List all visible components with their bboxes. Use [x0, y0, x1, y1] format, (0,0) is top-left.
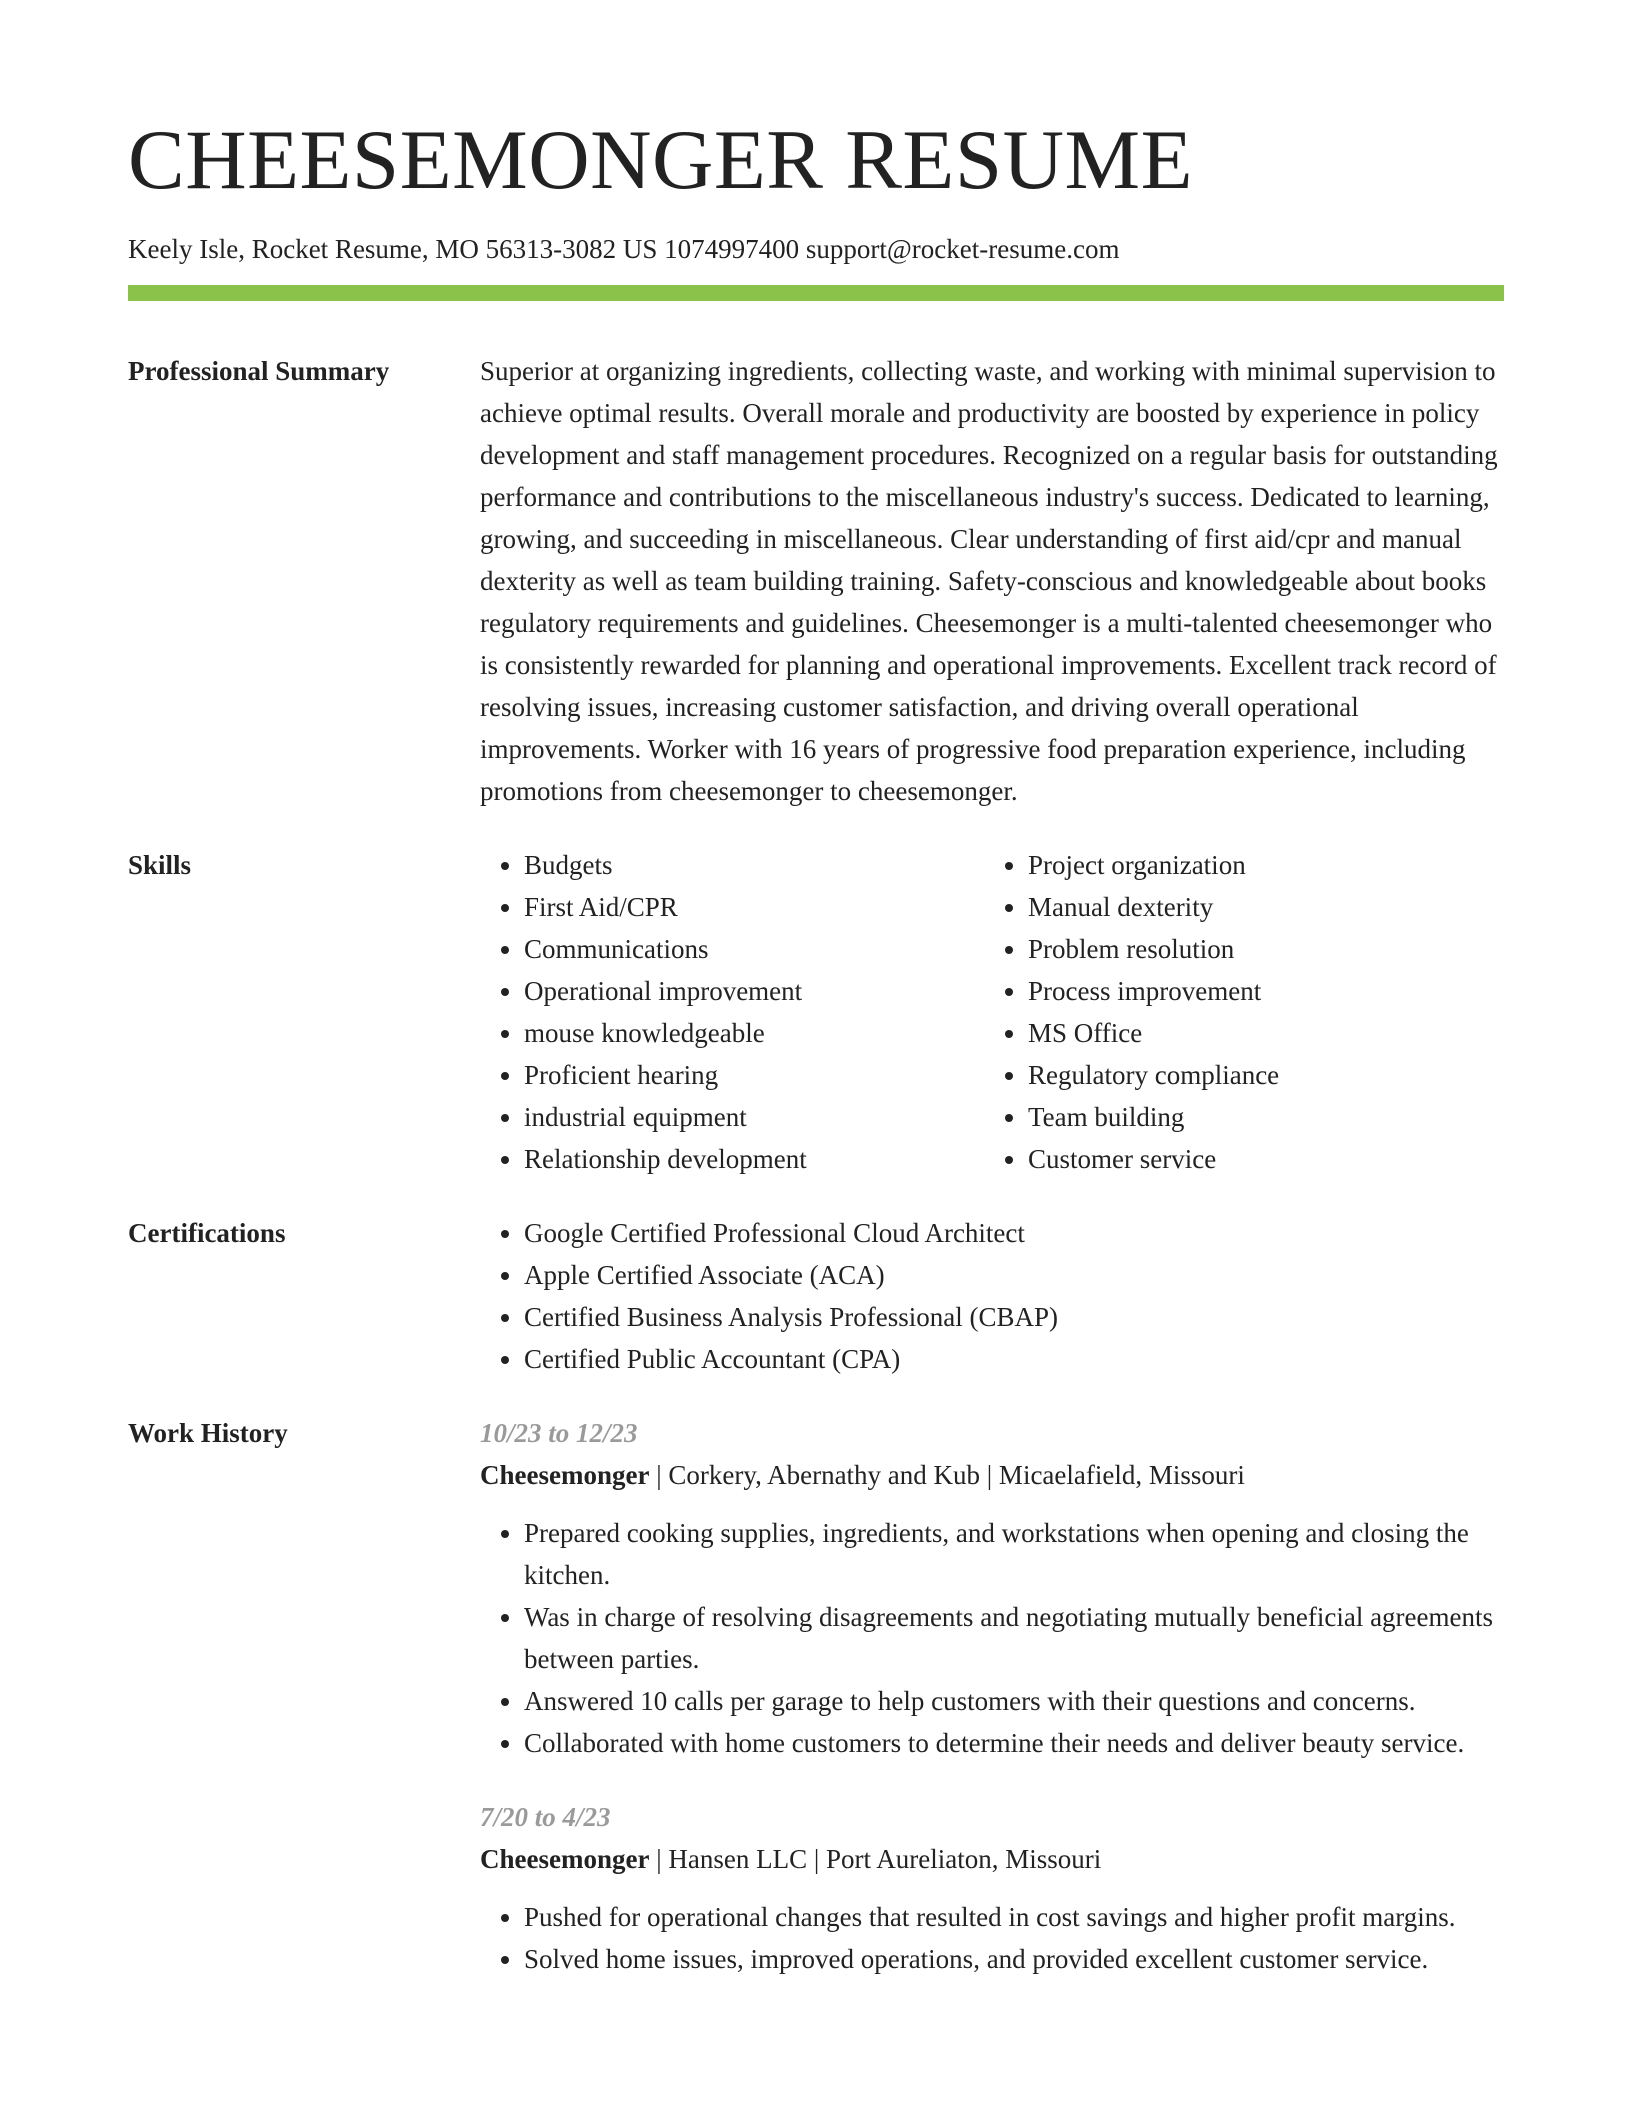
certifications-body: [480, 1212, 1504, 1380]
certification-item: • Google Certified Professional Cloud Architect: [524, 1212, 1504, 1254]
summary-body: [480, 350, 1504, 812]
job-duty: • Was in charge of resolving disagreements and negotiating mutually beneficial agreements between parties.: [524, 1596, 1504, 1680]
section-label-certifications: Certifications: [128, 1218, 286, 1248]
resume-title: CHEESEMONGER RESUME: [128, 113, 1193, 207]
job-title: Cheesemonger: [480, 1460, 650, 1490]
work-history-section: [128, 1412, 1504, 2012]
skills-grid: [480, 844, 1504, 1180]
skills-list-right: [984, 844, 1488, 1180]
job-duties-list: [480, 1896, 1504, 1980]
job-duties-list: [480, 1512, 1504, 1764]
skill-item: • Team building: [1028, 1096, 1488, 1138]
job-details: | Corkery, Abernathy and Kub | Micaelafield, Missouri: [649, 1460, 1245, 1490]
job-duty: • Collaborated with home customers to determine their needs and deliver beauty service.: [524, 1722, 1504, 1764]
job-dates: 7/20 to 4/23: [480, 1802, 611, 1832]
job-duty: • Solved home issues, improved operations, and provided excellent customer service.: [524, 1938, 1504, 1980]
skills-section: [128, 844, 1504, 1180]
contact-line: Keely Isle, Rocket Resume, MO 56313-3082 US 1074997400 support@rocket-resume.com: [128, 234, 1120, 264]
job-duty: • Pushed for operational changes that resulted in cost savings and higher profit margins.: [524, 1896, 1504, 1938]
work-history-body: [480, 1412, 1504, 2012]
skill-item: • Operational improvement: [524, 970, 984, 1012]
skill-item: • Process improvement: [1028, 970, 1488, 1012]
certification-item: • Certified Business Analysis Professional (CBAP): [524, 1296, 1504, 1338]
job-entry: [480, 1796, 1504, 1980]
certifications-list: [480, 1212, 1504, 1380]
job-heading: [480, 1838, 1504, 1880]
job-entry: [480, 1412, 1504, 1764]
header-divider: [128, 285, 1504, 301]
skills-column-right: [984, 844, 1488, 1180]
summary-text: Superior at organizing ingredients, collecting waste, and working with minimal supervision to achieve optimal results. Overall morale and productivity are boosted by experience in policy development and staff management procedures. Recognized on a regular basis for outstanding performance and contributions to the miscellaneous industry's success. Dedicated to learning, growing, and succeeding in miscellaneous. Clear understanding of first aid/cpr and manual dexterity as well as team building training. Safety-conscious and knowledgeable about books regulatory requirements and guidelines. Cheesemonger is a multi-talented cheesemonger who is consistently rewarded for planning and operational improvements. Excellent track record of resolving issues, increasing customer satisfaction, and driving overall operational improvements. Worker with 16 years of progressive food preparation experience, including promotions from cheesemonger to cheesemonger.: [480, 356, 1498, 806]
skill-item: • Regulatory compliance: [1028, 1054, 1488, 1096]
professional-summary-section: [128, 350, 1504, 812]
skill-item: • Relationship development: [524, 1138, 984, 1180]
skills-column-left: [480, 844, 984, 1180]
skill-item: • Proficient hearing: [524, 1054, 984, 1096]
skill-item: • First Aid/CPR: [524, 886, 984, 928]
resume-content: [128, 350, 1504, 2044]
certification-item: • Certified Public Accountant (CPA): [524, 1338, 1504, 1380]
skill-item: • mouse knowledgeable: [524, 1012, 984, 1054]
skill-item: • Manual dexterity: [1028, 886, 1488, 928]
skill-item: • Problem resolution: [1028, 928, 1488, 970]
skills-list-left: [480, 844, 984, 1180]
job-details: | Hansen LLC | Port Aureliaton, Missouri: [649, 1844, 1102, 1874]
section-label-skills: Skills: [128, 850, 192, 880]
skill-item: • Budgets: [524, 844, 984, 886]
job-title: Cheesemonger: [480, 1844, 650, 1874]
skill-item: • industrial equipment: [524, 1096, 984, 1138]
section-label-work-history: Work History: [128, 1418, 288, 1448]
section-label-summary: Professional Summary: [128, 356, 390, 386]
certifications-section: [128, 1212, 1504, 1380]
skill-item: • Customer service: [1028, 1138, 1488, 1180]
job-dates: 10/23 to 12/23: [480, 1418, 638, 1448]
job-heading: [480, 1454, 1504, 1496]
skill-item: • Project organization: [1028, 844, 1488, 886]
job-duty: • Prepared cooking supplies, ingredients, and workstations when opening and closing the kitchen.: [524, 1512, 1504, 1596]
job-duty: • Answered 10 calls per garage to help customers with their questions and concerns.: [524, 1680, 1504, 1722]
skill-item: • Communications: [524, 928, 984, 970]
skill-item: • MS Office: [1028, 1012, 1488, 1054]
certification-item: • Apple Certified Associate (ACA): [524, 1254, 1504, 1296]
